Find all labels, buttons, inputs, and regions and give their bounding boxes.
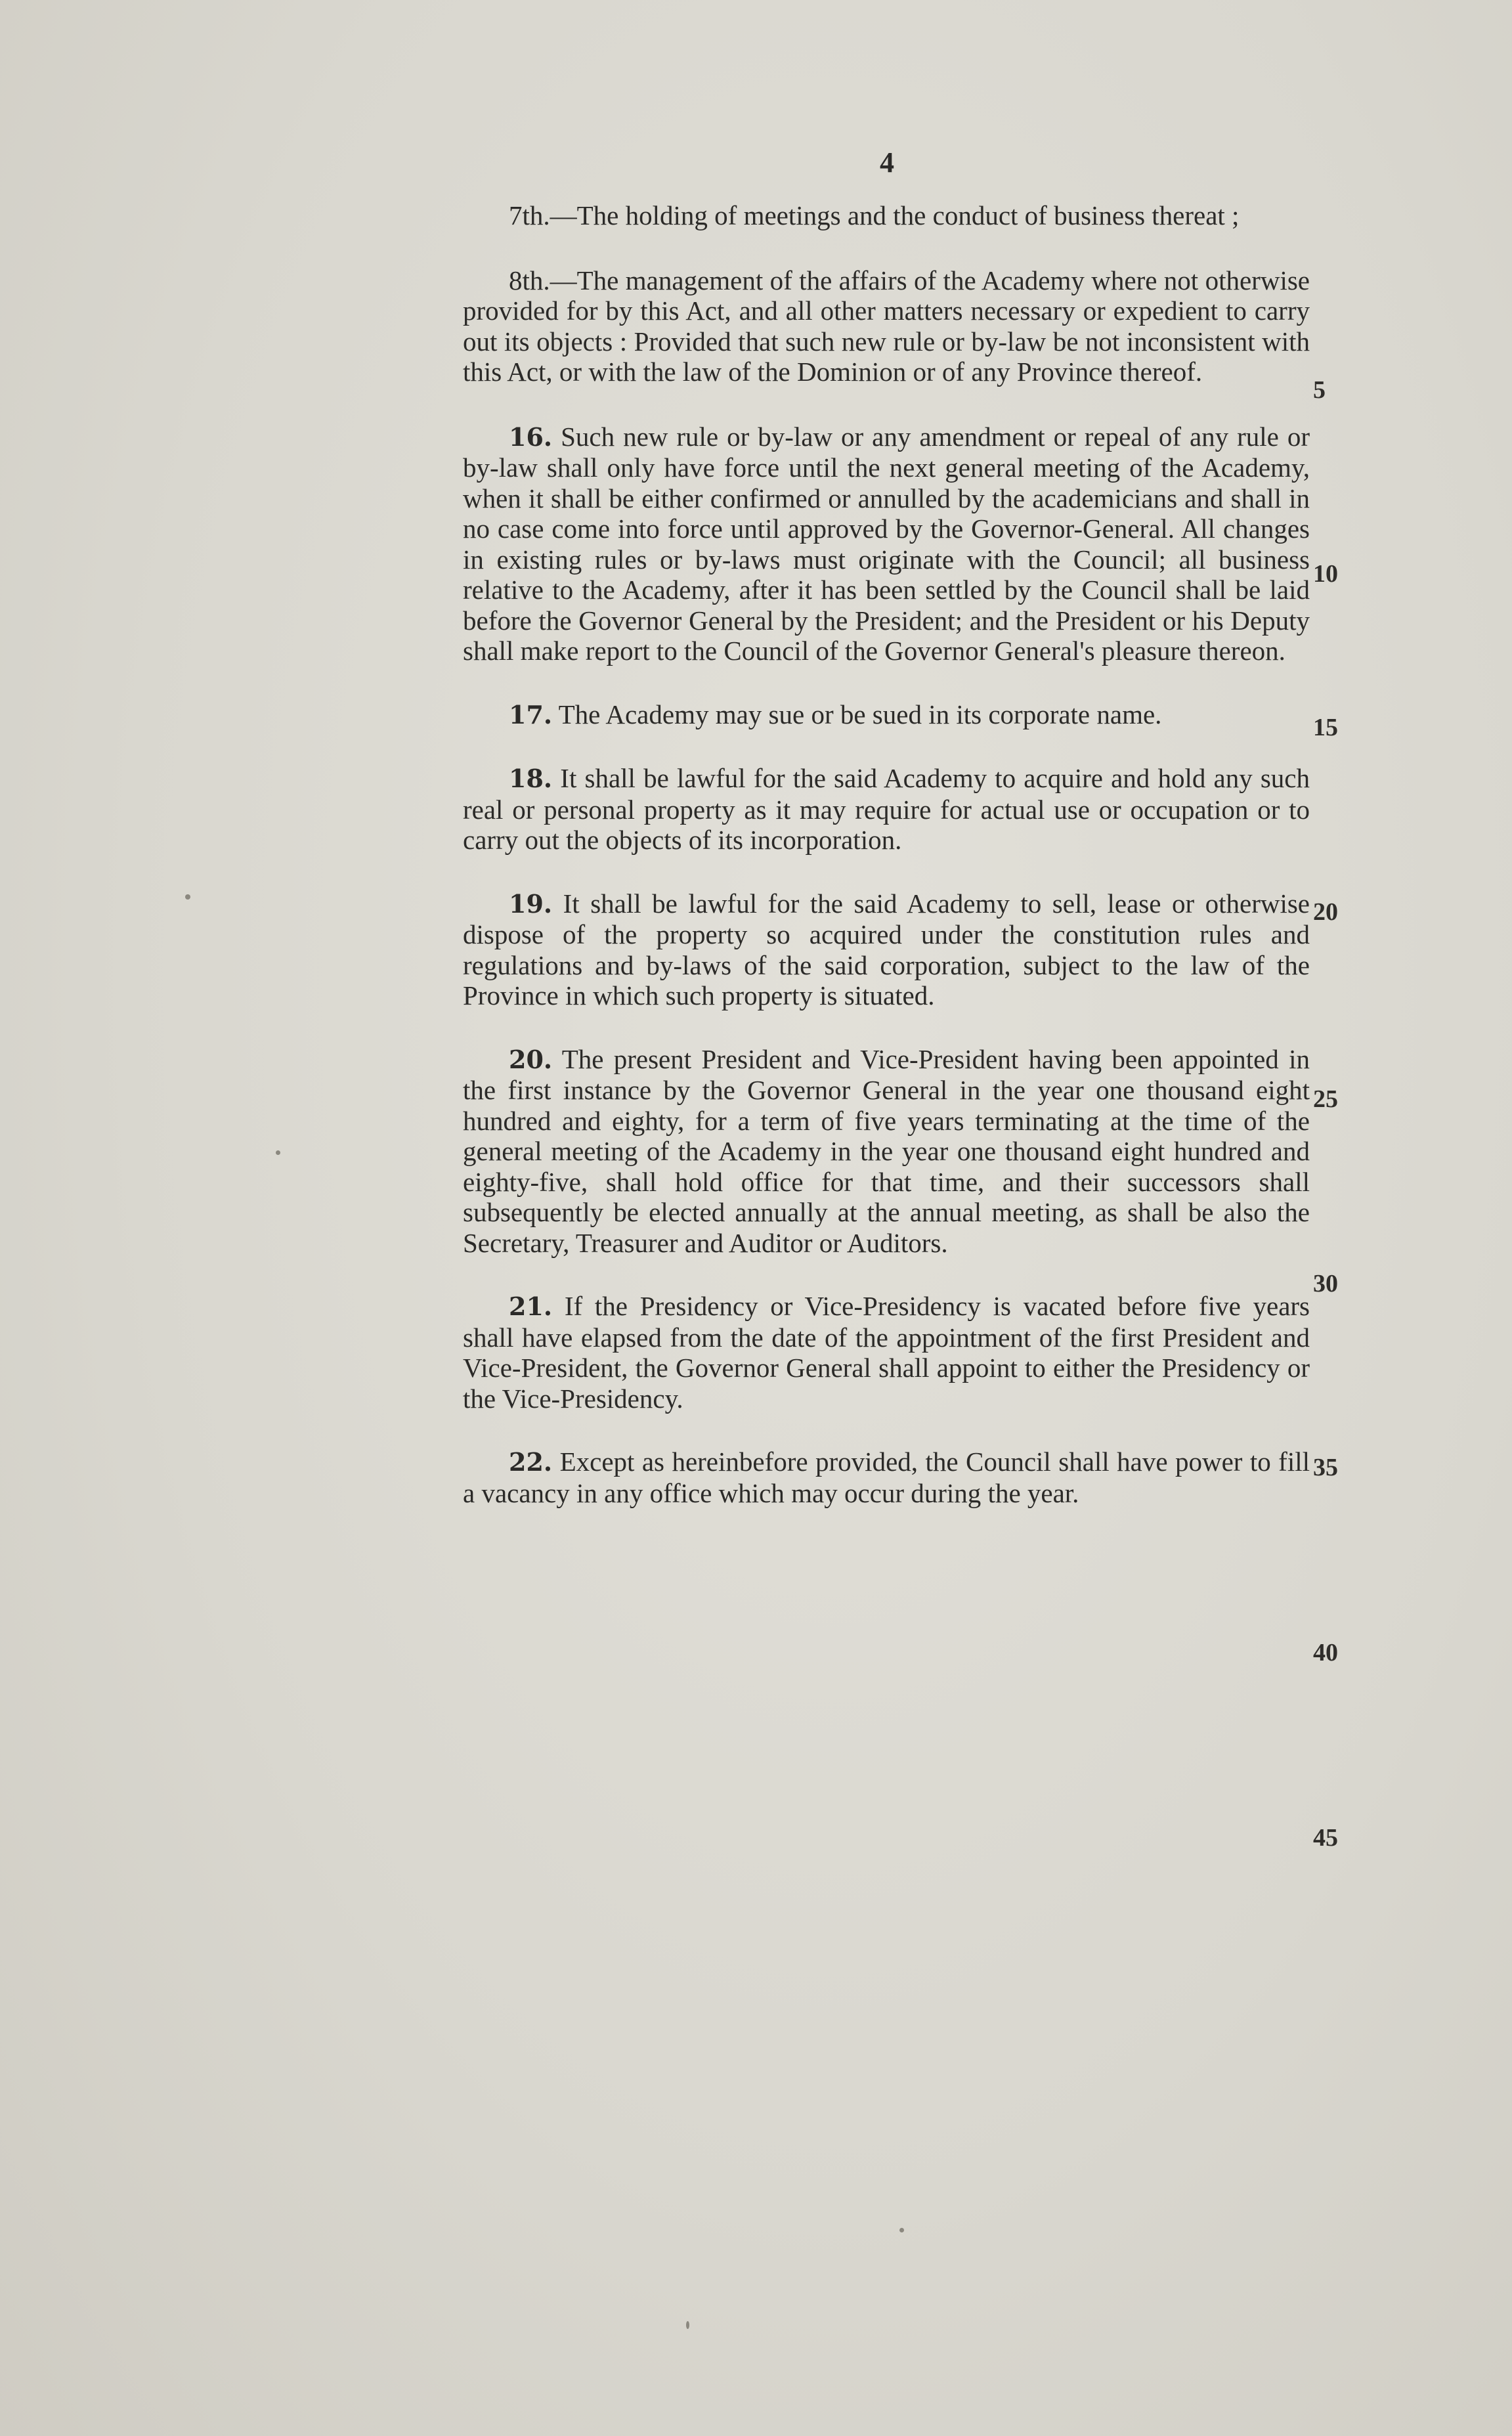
section-number: 19. bbox=[509, 888, 553, 919]
paper-speck bbox=[185, 894, 190, 900]
paragraph-text: It shall be lawful for the said Academy to sell, lease or otherwise dispose of the property so acquired under the constitution rules and regulations and by-laws of the said corporation, subject to the law of the Province in which such property is situated. bbox=[463, 888, 1310, 1011]
paragraph-text: 7th.—The holding of meetings and the conduct of business thereat ; bbox=[509, 200, 1240, 230]
line-number: 25 bbox=[1313, 1085, 1338, 1113]
section-18 bbox=[463, 763, 1310, 856]
paragraph-8th bbox=[463, 265, 1310, 387]
paper-speck bbox=[686, 2321, 689, 2329]
line-number: 5 bbox=[1313, 376, 1326, 404]
section-number: 16. bbox=[509, 422, 553, 452]
line-number: 15 bbox=[1313, 714, 1338, 741]
body-text bbox=[463, 200, 1310, 1508]
section-number: 21. bbox=[509, 1292, 553, 1321]
paragraph-text: The Academy may sue or be sued in its corporate name. bbox=[558, 699, 1162, 729]
paragraph-text: The present President and Vice-President having been appointed in the first instance by the Governor General in the year one thousand eight hundred and eighty, for a term of five years terminating at the time of the general meeting of the Academy in the year one thousand eight hundred and eighty-five, shall hold office for that time, and their successors shall subsequently be elected annually at the annual meeting, as shall be also the Secretary, Treasurer and Auditor or Auditors. bbox=[463, 1043, 1310, 1258]
section-17 bbox=[463, 699, 1310, 731]
section-number: 17. bbox=[509, 699, 553, 729]
section-number: 22. bbox=[509, 1447, 553, 1477]
paper-speck bbox=[276, 1150, 280, 1155]
line-number: 35 bbox=[1313, 1454, 1338, 1481]
line-number: 45 bbox=[1313, 1824, 1338, 1852]
section-22 bbox=[463, 1446, 1310, 1508]
paragraph-text: Except as hereinbefore provided, the Council shall have power to fill a vacancy in any office which may occur during the year. bbox=[463, 1446, 1310, 1508]
section-number: 18. bbox=[509, 764, 553, 793]
section-20 bbox=[463, 1044, 1310, 1259]
paragraph-7th bbox=[463, 200, 1310, 231]
line-number: 10 bbox=[1313, 560, 1338, 588]
section-16 bbox=[463, 422, 1310, 666]
paper-speck bbox=[899, 2228, 904, 2232]
section-21 bbox=[463, 1291, 1310, 1414]
paragraph-text: Such new rule or by-law or any amendment or repeal of any rule or by-law shall only have force until the next general meeting of the Academy, when it shall be either confirmed or annulled by the academicians and shall in no case come into force until approved by the Governor-General. All changes in existing rules or by-laws must originate with the Council; all business relative to the Academy, after it has been settled by the Council shall be laid before the Governor General by the President; and the President or his Deputy shall make report to the Council of the Governor General's pleasure thereon. bbox=[463, 421, 1310, 666]
line-number: 20 bbox=[1313, 898, 1338, 926]
paragraph-text: It shall be lawful for the said Academy to acquire and hold any such real or personal property as it may require for actual use or occupation or to carry out the objects of its incorporation. bbox=[463, 763, 1310, 855]
paragraph-text: If the Presidency or Vice-Presidency is vacated before five years shall have elapsed from the date of the appointment of the first President and Vice-President, the Governor General shall appoint to either the Presidency or the Vice-Presidency. bbox=[463, 1291, 1310, 1414]
page-number: 4 bbox=[880, 146, 894, 179]
line-number: 40 bbox=[1313, 1639, 1338, 1666]
section-number: 20. bbox=[509, 1044, 553, 1074]
line-number: 30 bbox=[1313, 1270, 1338, 1297]
section-19 bbox=[463, 888, 1310, 1011]
paragraph-text: 8th.—The management of the affairs of the Academy where not otherwise provided for by this Act, and all other matters necessary or expedient to carry out its objects : Provided that such new rule or by-law be not inconsistent with this Act, or with the law of the Dominion or of any Province thereof. bbox=[463, 265, 1310, 387]
